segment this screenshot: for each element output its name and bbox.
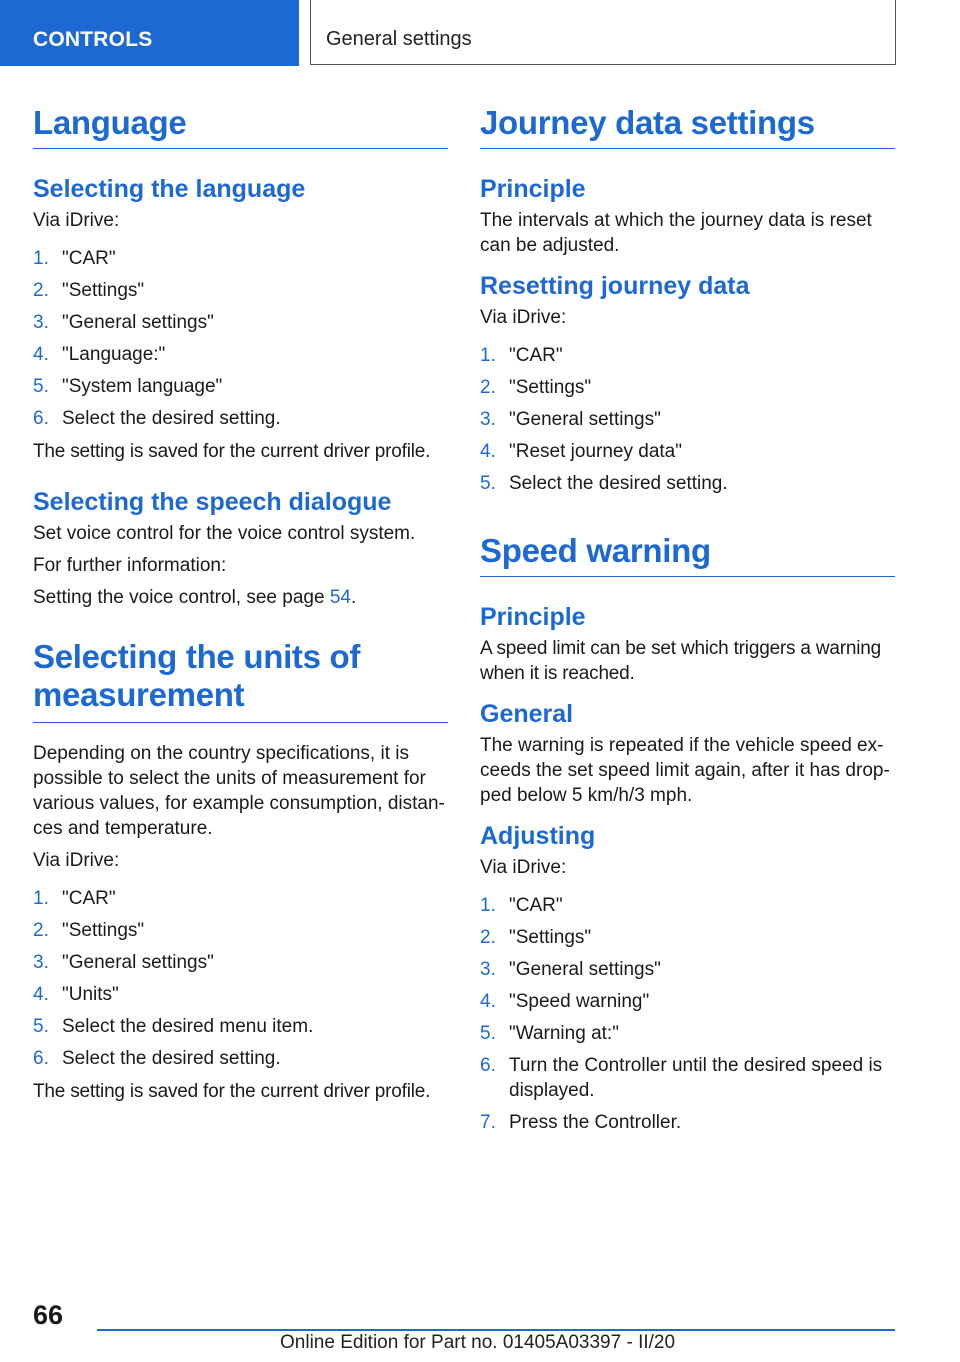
list-item: 5. "System language" [33, 376, 223, 397]
page-number: 66 [33, 1300, 64, 1330]
selecting-language-intro: Via iDrive: [33, 210, 120, 231]
speed-principle-text: A speed limit can be set which triggers a warning when it is reached. [480, 638, 882, 684]
units-description: Depending on the country specifications, it is possible to select the units of measurement for various values, for example consumption, distan-ces and temperature. [33, 743, 445, 839]
list-item: 6. Select the desired setting. [33, 1048, 281, 1069]
selecting-language-note: The setting is saved for the current driver profile. [33, 441, 431, 462]
speed-general-text: The warning is repeated if the vehicle speed ex-ceeds the set speed limit again, after it has drop-ped below 5 km/h/3 mph. [480, 735, 890, 806]
list-item: 2. "Settings" [33, 280, 145, 301]
speed-warning-heading: Speed warning [480, 532, 895, 577]
journey-heading: Journey data settings [480, 104, 895, 149]
list-item: 5. Select the desired setting. [480, 473, 728, 494]
units-heading: Selecting the units of measurement [33, 638, 448, 723]
journey-principle-text: The intervals at which the journey data is reset can be adjusted. [480, 210, 872, 256]
list-item: 6. Turn the Controller until the desired speed is displayed. [480, 1055, 883, 1101]
footer-divider [97, 1329, 895, 1331]
speed-general-heading: General [480, 700, 574, 728]
list-item: 4. "Speed warning" [480, 991, 650, 1012]
page-header [0, 0, 960, 66]
chapter-title: General settings [310, 0, 896, 65]
units-steps [33, 886, 448, 1071]
speech-dialogue-p3: Setting the voice control, see page 54. [33, 587, 357, 608]
selecting-language-heading: Selecting the language [33, 175, 306, 203]
list-item: 1. "CAR" [480, 895, 563, 916]
list-item: 4. "Language:" [33, 344, 166, 365]
page-link[interactable]: 54 [329, 587, 351, 608]
list-item: 3. "General settings" [33, 312, 214, 333]
speed-principle-heading: Principle [480, 603, 586, 631]
list-item: 3. "General settings" [480, 959, 661, 980]
list-item: 5. "Warning at:" [480, 1023, 619, 1044]
reset-journey-heading: Resetting journey data [480, 272, 750, 300]
list-item: 4. "Units" [33, 984, 119, 1005]
reset-journey-steps [480, 343, 895, 496]
journey-principle-heading: Principle [480, 175, 586, 203]
speech-dialogue-heading: Selecting the speech dialogue [33, 488, 392, 516]
list-item: 2. "Settings" [480, 377, 592, 398]
units-note: The setting is saved for the current driver profile. [33, 1081, 431, 1102]
speech-dialogue-p2: For further information: [33, 555, 227, 576]
speech-dialogue-p1: Set voice control for the voice control system. [33, 523, 416, 544]
speed-adjusting-steps [480, 893, 895, 1135]
list-item: 3. "General settings" [480, 409, 661, 430]
section-tab: CONTROLS [0, 0, 299, 66]
list-item: 3. "General settings" [33, 952, 214, 973]
selecting-language-steps [33, 246, 448, 431]
footer-edition: Online Edition for Part no. 01405A03397 - II/20 [280, 1332, 676, 1353]
list-item: 2. "Settings" [480, 927, 592, 948]
list-item: 1. "CAR" [33, 248, 116, 269]
list-item: 1. "CAR" [480, 345, 563, 366]
list-item: 1. "CAR" [33, 888, 116, 909]
right-column [480, 104, 895, 1135]
left-column [33, 104, 448, 1104]
units-intro: Via iDrive: [33, 850, 120, 871]
list-item: 6. Select the desired setting. [33, 408, 281, 429]
list-item: 2. "Settings" [33, 920, 145, 941]
reset-journey-intro: Via iDrive: [480, 307, 567, 328]
speed-adjusting-intro: Via iDrive: [480, 857, 567, 878]
list-item: 4. "Reset journey data" [480, 441, 682, 462]
list-item: 7. Press the Controller. [480, 1112, 682, 1133]
speed-adjusting-heading: Adjusting [480, 822, 596, 850]
language-heading: Language [33, 104, 448, 149]
list-item: 5. Select the desired menu item. [33, 1016, 314, 1037]
